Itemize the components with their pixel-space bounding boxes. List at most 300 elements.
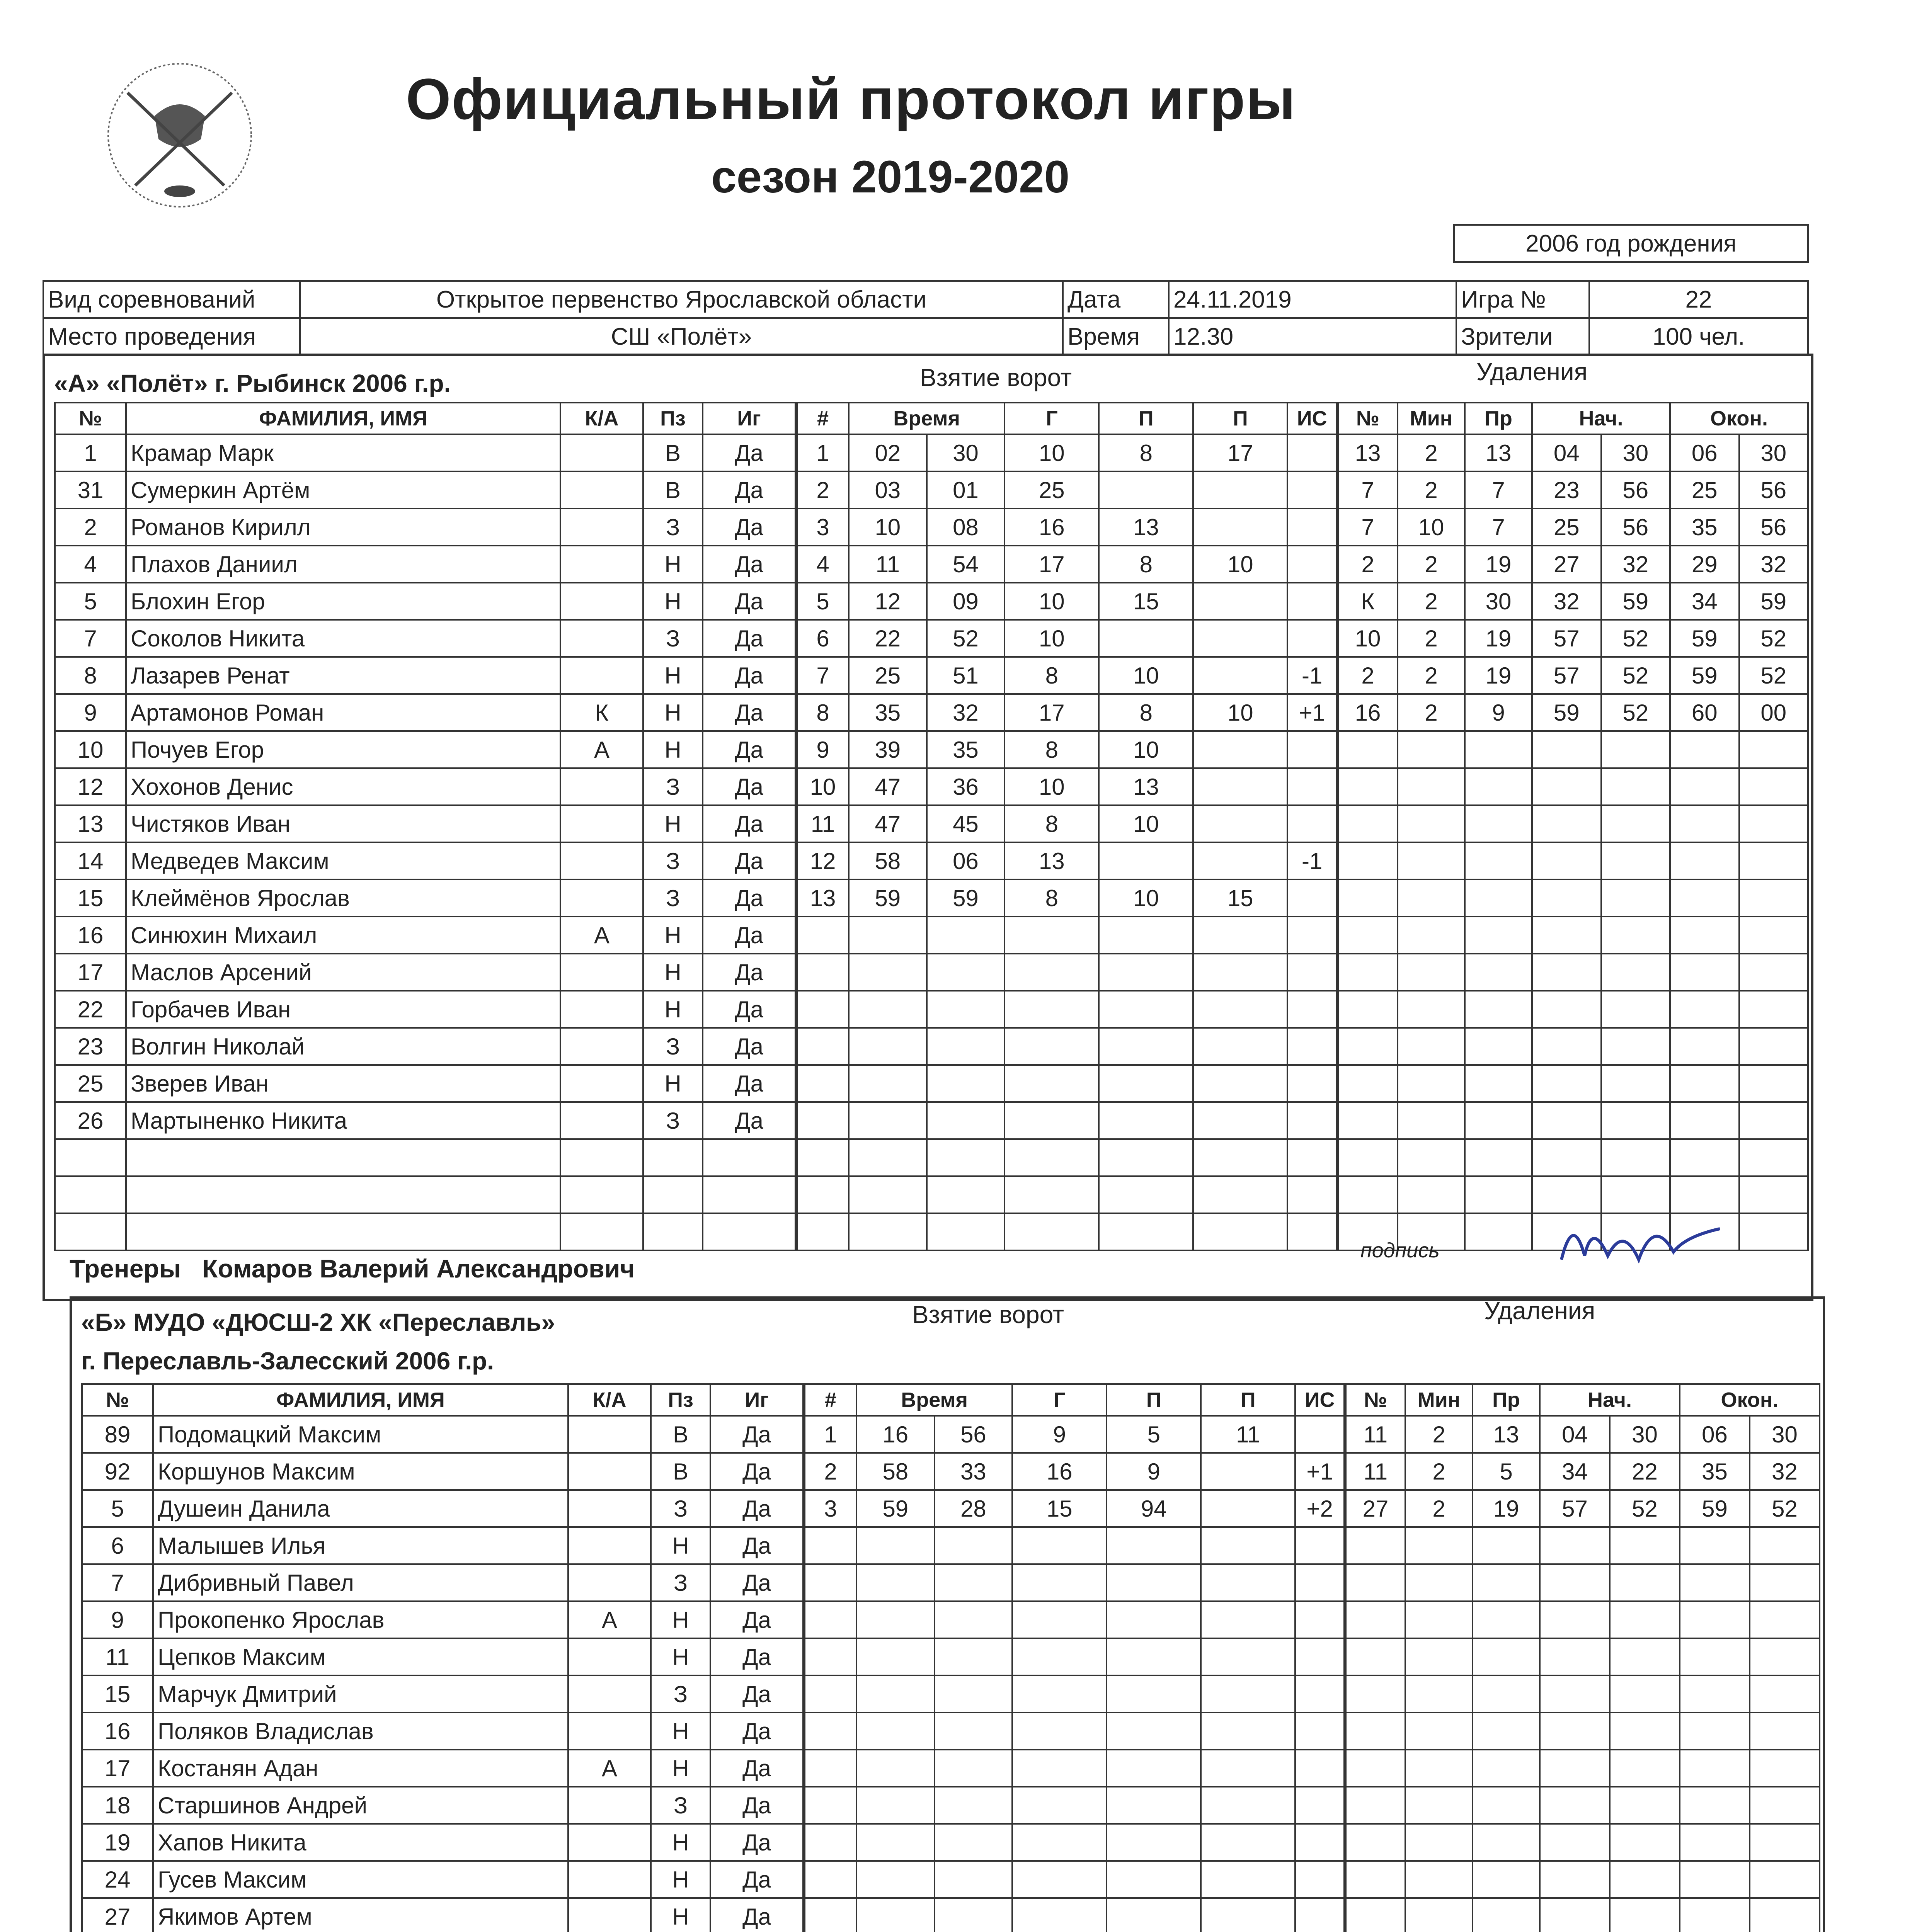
goal-situation: -1 [1287,657,1336,694]
goal-number [805,1638,856,1675]
player-pz: З [643,842,703,879]
goal-scorer: 10 [1004,434,1099,471]
goal-number [797,954,849,991]
player-name: Коршунов Максим [153,1453,568,1490]
goal-row [805,1787,1344,1824]
penalty-start-sec [1610,1675,1680,1713]
player-ka: А [560,917,643,954]
player-ig: Да [710,1564,803,1601]
penalty-start-min [1532,805,1601,842]
penalty-player [1346,1564,1405,1601]
penalty-reason [1465,991,1532,1028]
goal-situation [1287,768,1336,805]
player-row [82,1750,803,1787]
goal-assist-2: 10 [1193,546,1287,583]
penalty-end-sec [1750,1601,1820,1638]
goal-situation [1295,1787,1344,1824]
player-row [55,731,795,768]
player-pz [643,1176,703,1213]
player-ka [568,1490,651,1527]
goal-assist-1: 5 [1107,1416,1201,1453]
goal-situation: -1 [1287,842,1336,879]
player-ig: Да [703,583,795,620]
penalty-end-sec [1750,1675,1820,1713]
player-name: Подомацкий Максим [153,1416,568,1453]
goal-second: 52 [927,620,1005,657]
goal-situation [1287,1065,1336,1102]
goal-situation [1287,1176,1336,1213]
goal-assist-1 [1099,1028,1193,1065]
goal-number: 7 [797,657,849,694]
player-row [55,1102,795,1139]
goal-row [797,694,1336,731]
penalty-reason: 19 [1465,546,1532,583]
player-ig: Да [703,768,795,805]
penalty-minutes [1405,1601,1473,1638]
col-ig: Иг [710,1384,803,1416]
penalty-minutes [1398,731,1465,768]
penalty-minutes [1405,1861,1473,1898]
goal-assist-1: 8 [1099,434,1193,471]
col-p1: П [1107,1384,1201,1416]
penalty-row [1346,1527,1820,1564]
player-number [55,1139,126,1176]
goal-row [797,1028,1336,1065]
goal-scorer: 9 [1012,1416,1107,1453]
player-number: 17 [55,954,126,991]
goal-situation [1287,805,1336,842]
player-ka [560,471,643,509]
team-b-roster [81,1383,804,1932]
player-ig: Да [710,1638,803,1675]
player-ig: Да [710,1601,803,1638]
col-end: Окон. [1670,403,1808,434]
penalty-row [1346,1638,1820,1675]
penalty-end-min: 60 [1670,694,1739,731]
goal-assist-2 [1193,471,1287,509]
goal-second [935,1713,1013,1750]
goal-row [805,1675,1344,1713]
penalty-end-min: 59 [1670,620,1739,657]
player-number: 19 [82,1824,153,1861]
col-pr: Пр [1465,403,1532,434]
penalty-player [1338,805,1398,842]
penalty-end-min [1670,842,1739,879]
penalty-player [1338,1028,1398,1065]
player-name: Лазарев Ренат [126,657,560,694]
penalty-row [1346,1490,1820,1527]
player-row [55,917,795,954]
player-pz: Н [643,657,703,694]
player-ka [568,1898,651,1932]
penalty-player [1338,879,1398,917]
goal-assist-1 [1107,1713,1201,1750]
goal-row [797,805,1336,842]
team-b-goals [804,1383,1345,1932]
player-row [82,1787,803,1824]
player-row [55,509,795,546]
goal-situation [1287,1102,1336,1139]
col-min: Мин [1405,1384,1473,1416]
penalty-start-sec [1601,842,1670,879]
penalty-start-sec [1601,1028,1670,1065]
player-pz: Н [651,1861,710,1898]
penalty-start-min: 27 [1532,546,1601,583]
penalty-reason: 5 [1473,1453,1540,1490]
header-table [43,280,1809,356]
player-pz [643,1139,703,1176]
goal-scorer [1004,1028,1099,1065]
player-number: 13 [55,805,126,842]
goal-situation [1287,954,1336,991]
penalty-end-min [1680,1824,1750,1861]
player-pz: Н [651,1898,710,1932]
player-ig: Да [703,471,795,509]
penalty-start-sec [1610,1787,1680,1824]
player-ig: Да [703,1028,795,1065]
player-number: 27 [82,1898,153,1932]
penalty-start-min [1532,768,1601,805]
penalty-start-min [1532,1028,1601,1065]
penalty-end-sec: 52 [1750,1490,1820,1527]
goal-assist-1 [1107,1898,1201,1932]
player-pz: Н [643,731,703,768]
team-a-penalties-title: Удаления [1476,358,1588,386]
penalty-minutes [1398,1028,1465,1065]
player-number: 8 [55,657,126,694]
goal-assist-1 [1099,620,1193,657]
player-number: 31 [55,471,126,509]
penalty-end-sec [1739,991,1808,1028]
goal-scorer [1012,1824,1107,1861]
date-label: Дата [1063,281,1169,318]
player-row [55,991,795,1028]
goal-assist-2 [1193,509,1287,546]
goal-assist-2 [1193,805,1287,842]
goal-minute: 03 [849,471,927,509]
player-number: 10 [55,731,126,768]
penalty-start-sec: 52 [1601,620,1670,657]
player-pz: Н [651,1638,710,1675]
penalty-player [1346,1750,1405,1787]
goal-minute: 39 [849,731,927,768]
goal-assist-2 [1193,1065,1287,1102]
player-pz: Н [643,991,703,1028]
goal-scorer: 8 [1004,805,1099,842]
penalty-player [1346,1861,1405,1898]
penalty-end-min [1680,1898,1750,1932]
col-p2: П [1193,403,1287,434]
penalty-start-min: 04 [1540,1416,1610,1453]
player-number: 25 [55,1065,126,1102]
player-number: 17 [82,1750,153,1787]
player-name: Романов Кирилл [126,509,560,546]
player-number [55,1176,126,1213]
goal-situation [1287,583,1336,620]
penalty-row [1346,1861,1820,1898]
col-pz: Пз [651,1384,710,1416]
player-ka: К [560,694,643,731]
player-ka [568,1416,651,1453]
penalty-minutes [1398,805,1465,842]
player-row [82,1490,803,1527]
player-ig: Да [703,731,795,768]
goal-row [797,991,1336,1028]
penalty-end-min [1680,1861,1750,1898]
birth-year-box [1453,224,1809,263]
player-ka [568,1527,651,1564]
goal-assist-1 [1099,991,1193,1028]
goal-second [927,954,1005,991]
goal-number [797,1065,849,1102]
player-ka [560,546,643,583]
penalty-end-sec [1739,917,1808,954]
penalty-reason: 19 [1465,620,1532,657]
player-name [126,1176,560,1213]
penalty-row [1346,1824,1820,1861]
penalty-start-min [1540,1675,1610,1713]
penalty-start-min [1540,1564,1610,1601]
player-name: Мартыненко Никита [126,1102,560,1139]
player-ka [560,1176,643,1213]
goal-assist-1 [1099,1213,1193,1250]
player-number: 1 [55,434,126,471]
goal-second [935,1638,1013,1675]
penalty-reason [1465,1213,1532,1250]
goal-scorer: 25 [1004,471,1099,509]
goal-scorer: 10 [1004,620,1099,657]
goal-scorer [1004,1139,1099,1176]
penalty-row [1338,954,1808,991]
penalty-end-min [1670,768,1739,805]
goal-minute [849,954,927,991]
penalty-end-min: 06 [1680,1416,1750,1453]
team-b-title-2: г. Переславль-Залесский 2006 г.р. [81,1347,494,1375]
penalty-start-min: 23 [1532,471,1601,509]
goal-scorer: 8 [1004,657,1099,694]
penalty-end-min [1680,1638,1750,1675]
penalty-end-sec: 30 [1750,1416,1820,1453]
player-ig: Да [703,1065,795,1102]
player-name: Прокопенко Ярослав [153,1601,568,1638]
goal-minute [849,1028,927,1065]
penalty-end-sec [1739,1176,1808,1213]
goal-row [805,1601,1344,1638]
goal-scorer [1004,1102,1099,1139]
goal-second [935,1861,1013,1898]
penalty-start-sec: 32 [1601,546,1670,583]
player-pz: З [643,1028,703,1065]
player-name: Волгин Николай [126,1028,560,1065]
penalty-player: 27 [1346,1490,1405,1527]
goal-assist-2 [1193,1139,1287,1176]
penalty-reason [1473,1750,1540,1787]
penalty-start-sec [1601,1102,1670,1139]
goal-situation [1287,1028,1336,1065]
player-number: 14 [55,842,126,879]
penalty-row [1338,768,1808,805]
goal-minute [856,1601,935,1638]
penalty-reason [1473,1787,1540,1824]
penalty-start-sec [1610,1824,1680,1861]
player-ka [560,954,643,991]
player-pz: Н [643,546,703,583]
goal-scorer [1012,1564,1107,1601]
goal-second [935,1601,1013,1638]
goal-scorer: 8 [1004,879,1099,917]
goal-second [935,1564,1013,1601]
goal-second [935,1824,1013,1861]
penalty-player [1338,842,1398,879]
team-a-signature-label: подпись [1360,1239,1440,1262]
player-ig: Да [710,1527,803,1564]
spectators-value: 100 чел. [1589,318,1808,355]
goal-assist-2 [1201,1824,1295,1861]
col-start: Нач. [1532,403,1670,434]
player-number: 16 [82,1713,153,1750]
col-ka: К/А [560,403,643,434]
player-ig: Да [710,1824,803,1861]
penalty-end-sec [1750,1750,1820,1787]
player-name: Малышев Илья [153,1527,568,1564]
goal-situation [1295,1675,1344,1713]
competition-label: Вид соревнований [43,281,300,318]
penalty-row [1338,917,1808,954]
goal-row [797,768,1336,805]
player-name: Сумеркин Артём [126,471,560,509]
goal-second: 28 [935,1490,1013,1527]
col-is: ИС [1287,403,1336,434]
penalty-player [1346,1898,1405,1932]
goal-row [797,1102,1336,1139]
penalty-start-min: 04 [1532,434,1601,471]
penalty-end-sec [1739,954,1808,991]
col-hash: # [805,1384,856,1416]
player-ka [568,1713,651,1750]
player-ka [560,879,643,917]
goal-assist-1: 9 [1107,1453,1201,1490]
player-name: Медведев Максим [126,842,560,879]
penalty-minutes [1405,1787,1473,1824]
player-row [55,434,795,471]
player-number: 23 [55,1028,126,1065]
penalty-minutes [1398,1065,1465,1102]
goal-minute [856,1527,935,1564]
player-number: 11 [82,1638,153,1675]
penalty-reason [1465,879,1532,917]
goal-number: 1 [797,434,849,471]
goal-minute: 25 [849,657,927,694]
col-ka: К/А [568,1384,651,1416]
penalty-end-sec [1739,1139,1808,1176]
goal-number [805,1713,856,1750]
goal-number: 13 [797,879,849,917]
player-ig: Да [703,954,795,991]
penalty-minutes: 2 [1398,620,1465,657]
player-row [55,471,795,509]
penalty-end-min [1670,1028,1739,1065]
goal-row [805,1824,1344,1861]
goal-number [797,991,849,1028]
penalty-row [1338,1065,1808,1102]
penalty-end-min [1680,1713,1750,1750]
penalty-reason [1465,805,1532,842]
player-number: 16 [55,917,126,954]
goal-assist-1 [1107,1564,1201,1601]
player-ig: Да [703,991,795,1028]
goal-assist-1 [1107,1787,1201,1824]
penalty-start-sec [1601,1139,1670,1176]
penalty-player [1338,731,1398,768]
penalty-row [1338,731,1808,768]
penalty-player [1346,1601,1405,1638]
col-name: ФАМИЛИЯ, ИМЯ [153,1384,568,1416]
goal-scorer [1012,1787,1107,1824]
penalty-player [1346,1527,1405,1564]
goal-situation [1295,1638,1344,1675]
goal-minute: 58 [849,842,927,879]
goal-number [797,1139,849,1176]
player-pz [643,1213,703,1250]
player-number: 24 [82,1861,153,1898]
goal-minute [856,1750,935,1787]
team-a-coach-name: Комаров Валерий Александрович [202,1254,635,1283]
player-row [55,842,795,879]
goal-row [805,1416,1344,1453]
goal-row [797,1213,1336,1250]
player-name: Плахов Даниил [126,546,560,583]
goal-number: 10 [797,768,849,805]
goal-scorer [1004,954,1099,991]
goal-assist-2 [1193,1028,1287,1065]
penalty-end-sec [1739,1028,1808,1065]
goal-situation [1287,509,1336,546]
goal-assist-1 [1099,1065,1193,1102]
goal-row [797,879,1336,917]
player-row [55,694,795,731]
goal-assist-1 [1099,1102,1193,1139]
goal-scorer: 15 [1012,1490,1107,1527]
penalty-start-sec [1610,1750,1680,1787]
penalty-player: 13 [1338,434,1398,471]
goal-situation [1295,1750,1344,1787]
player-row [82,1675,803,1713]
col-no: № [82,1384,153,1416]
goal-minute [849,1102,927,1139]
goal-number [805,1675,856,1713]
goal-number [797,917,849,954]
penalty-reason [1473,1861,1540,1898]
penalty-end-min [1680,1750,1750,1787]
goal-assist-1 [1099,471,1193,509]
goal-minute [849,1139,927,1176]
player-name: Артамонов Роман [126,694,560,731]
goal-row [805,1750,1344,1787]
player-ig: Да [703,917,795,954]
player-ka [560,805,643,842]
goal-scorer: 17 [1004,694,1099,731]
goal-row [797,954,1336,991]
penalty-reason [1465,1102,1532,1139]
penalty-minutes: 2 [1405,1453,1473,1490]
penalty-start-sec: 30 [1610,1416,1680,1453]
player-ig: Да [703,657,795,694]
goal-second [935,1898,1013,1932]
player-name: Марчук Дмитрий [153,1675,568,1713]
goal-row [805,1861,1344,1898]
col-pen-no: № [1346,1384,1405,1416]
penalty-reason [1465,768,1532,805]
